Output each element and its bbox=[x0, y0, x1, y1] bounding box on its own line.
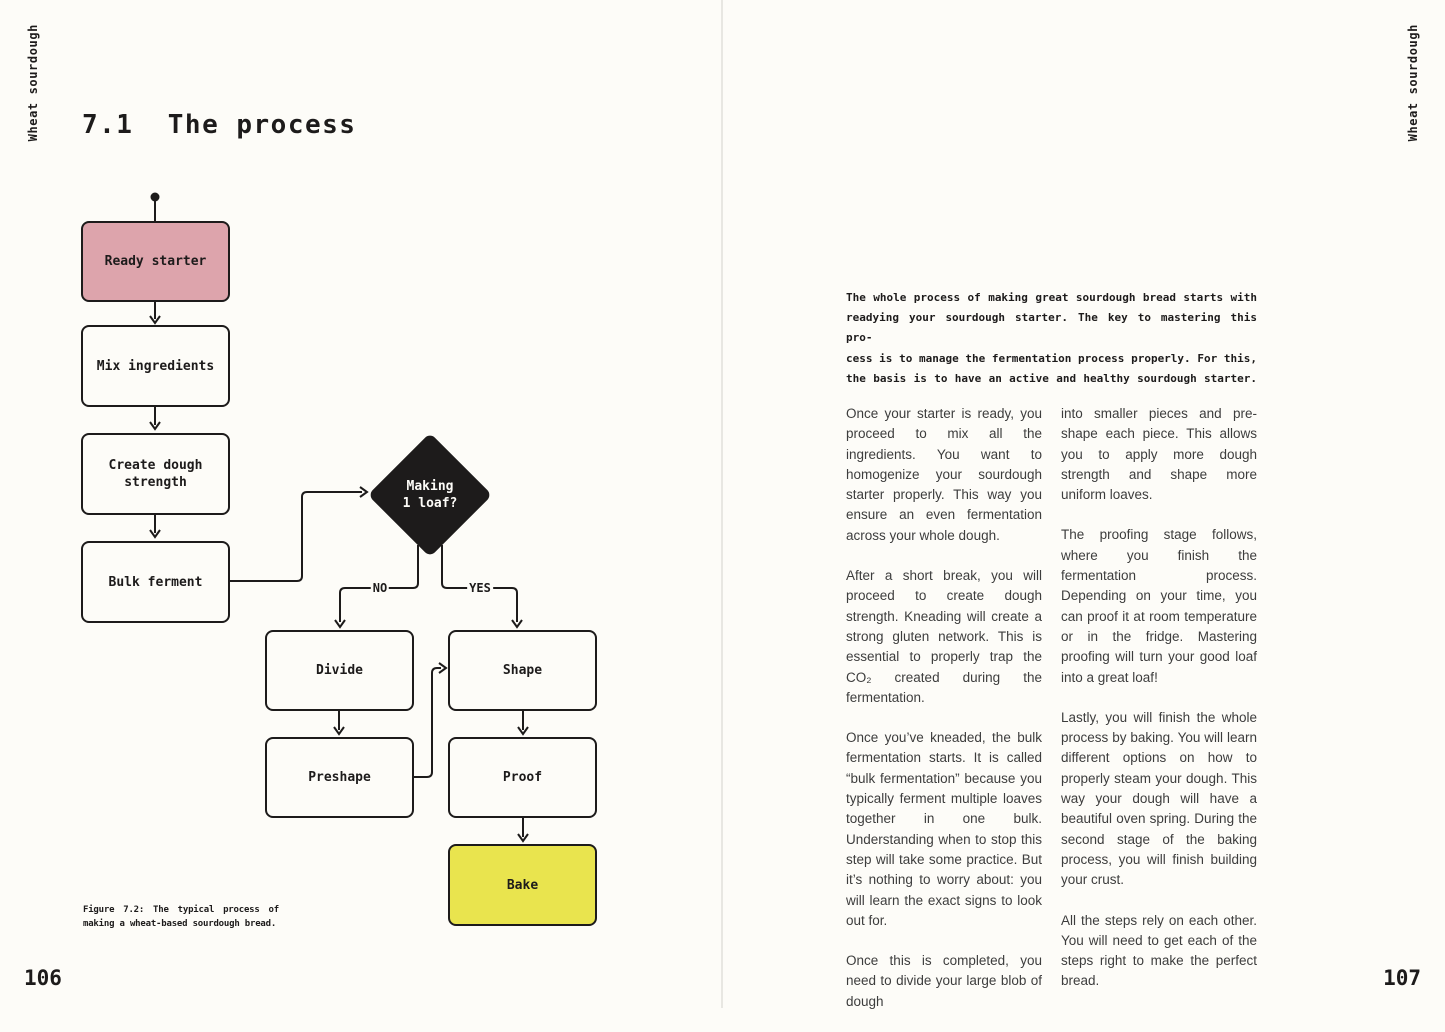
body-column-right bbox=[1061, 404, 1257, 1032]
paragraph: Once this is completed, you need to divide your large blob of dough bbox=[846, 953, 1042, 1009]
section-title: 7.1 The process bbox=[82, 110, 357, 140]
flowchart-decision-label bbox=[386, 451, 474, 539]
paragraph: After a short break, you will proceed to create dough strength. Kneading will create a strong gluten network. This is essential to properly trap the CO₂ created during the fermentation. bbox=[846, 568, 1042, 705]
intro-line-4: the basis is to have an active and healthy sourdough starter. bbox=[846, 371, 1257, 385]
flowchart-node-proof: Proof bbox=[448, 737, 597, 818]
paragraph: Lastly, you will finish the whole process by baking. You will learn different options on how to properly steam your dough. This way your dough will have a beautiful oven spring. During the second stage of the baking process, you will finish building your crust. bbox=[1061, 709, 1257, 888]
intro-line-3: cess is to manage the fermentation process properly. For this, bbox=[846, 351, 1257, 365]
page-right bbox=[723, 0, 1445, 1008]
intro-line-2: readying your sourdough starter. The key to mastering this pro- bbox=[846, 311, 1257, 345]
body-text-columns bbox=[846, 404, 1257, 1032]
process-flowchart bbox=[0, 0, 722, 1008]
flowchart-node-mix-ingredients: Mix ingredients bbox=[81, 325, 230, 407]
flowchart-node-bulk-ferment: Bulk ferment bbox=[81, 541, 230, 623]
figure-caption-line2: making a wheat-based sourdough bread. bbox=[83, 919, 277, 929]
page-left bbox=[0, 0, 722, 1008]
intro-line-1: The whole process of making great sourdough bread starts with bbox=[846, 291, 1257, 304]
flowchart-node-divide: Divide bbox=[265, 630, 414, 711]
decision-label-line2: 1 loaf? bbox=[402, 496, 458, 511]
page-number-right: 107 bbox=[1383, 966, 1421, 990]
flowchart-node-create-dough-strength: Create dough strength bbox=[81, 433, 230, 515]
edge-label-no: NO bbox=[372, 581, 388, 595]
decision-label-line1: Making bbox=[406, 479, 454, 494]
flowchart-node-bake: Bake bbox=[448, 844, 597, 926]
page-number-left: 106 bbox=[24, 966, 62, 990]
flowchart-node-shape: Shape bbox=[448, 630, 597, 711]
flowchart-node-preshape: Preshape bbox=[265, 737, 414, 818]
figure-caption bbox=[83, 903, 279, 931]
edge-label-yes: YES bbox=[469, 581, 491, 595]
figure-caption-line1: Figure 7.2: The typical process of bbox=[83, 905, 279, 915]
running-header-right: Wheat sourdough bbox=[1406, 24, 1420, 142]
paragraph: Once your starter is ready, you proceed to mix all the ingredients. You want to homogenize your sourdough starter properly. This way you ensure an even fermentation across your whole dough. bbox=[846, 406, 1042, 543]
flowchart-node-ready-starter: Ready starter bbox=[81, 221, 230, 302]
body-column-left bbox=[846, 404, 1042, 1032]
paragraph: The proofing stage follows, where you finish the fermentation process. Depending on your time, you can proof it at room temperature or in the fridge. Mastering proofing will turn your good loaf into a great loaf! bbox=[1061, 527, 1257, 685]
paragraph: All the steps rely on each other. You will need to get each of the steps right to make the perfect bread. bbox=[1061, 912, 1257, 989]
paragraph: Once you’ve kneaded, the bulk fermentation starts. It is called “bulk fermentation” because you typically ferment multiple loaves together in one bulk. Understanding when to stop this step will take some practice. But it’s nothing to worry about: you will learn the exact signs to look out for. bbox=[846, 730, 1042, 928]
running-header-left: Wheat sourdough bbox=[26, 24, 40, 142]
intro-paragraph bbox=[846, 288, 1257, 389]
paragraph: into smaller pieces and pre-shape each piece. This allows you to apply more dough strength and shape more uniform loaves. bbox=[1061, 406, 1257, 503]
